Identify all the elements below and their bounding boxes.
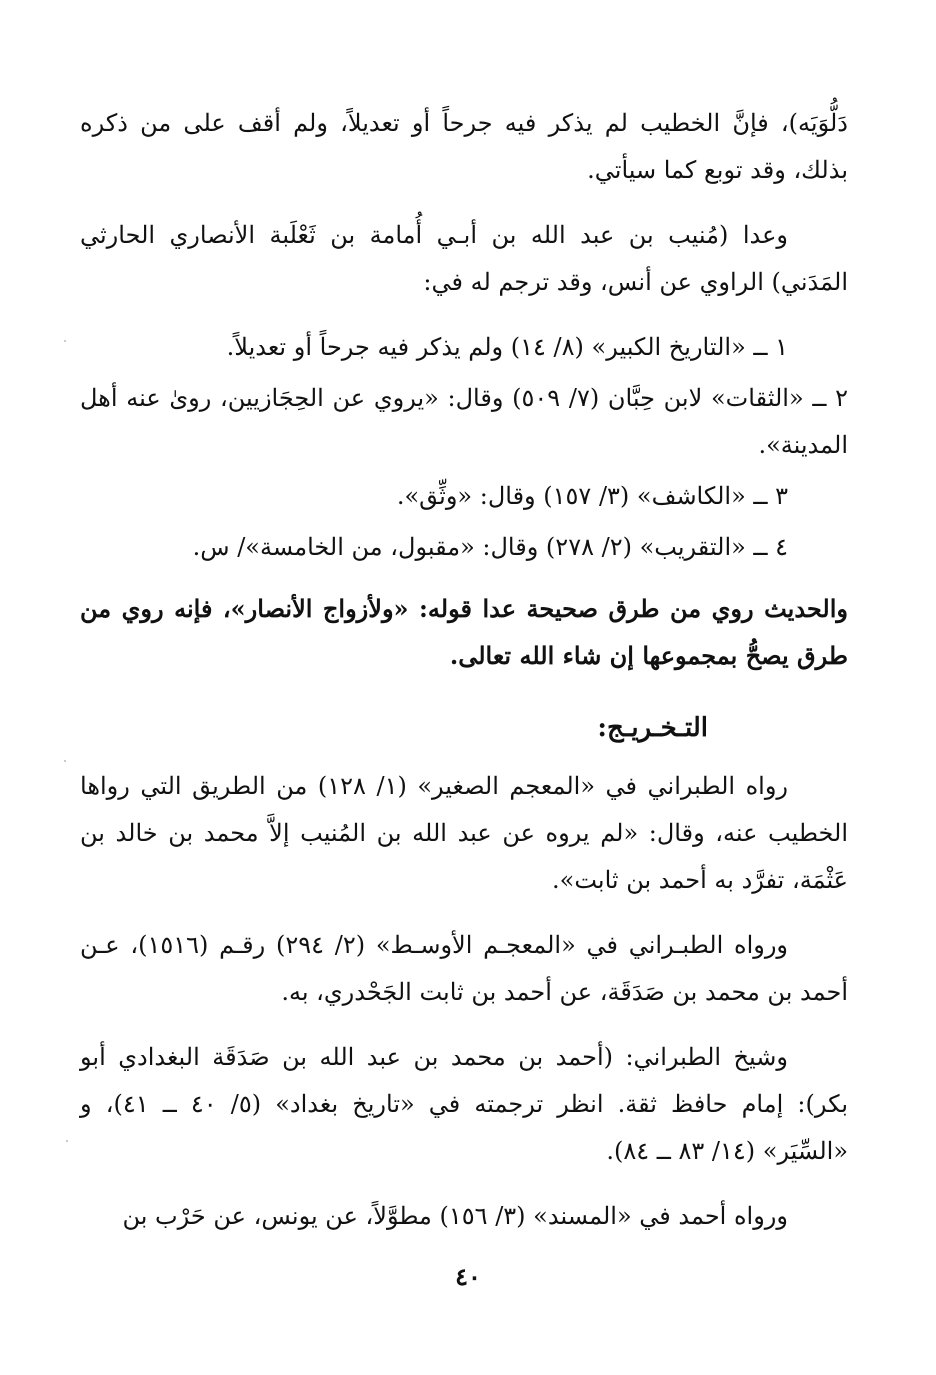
list-item: ٤ ــ «التقريب» (٢/ ٢٧٨) وقال: «مقبول، من الخامسة»/ س. bbox=[192, 533, 788, 561]
sources-list bbox=[80, 324, 848, 571]
takhrij-paragraph-3: وشيخ الطبراني: (أحمد بن محمد بن عبد الله بن صَدَقَة البغدادي أبو بكر): إمام حافظ ثقة. انظر ترجمته في «تاريخ بغداد» (٥/ ٤٠ ــ ٤١)، و «السِّيَر» (١٤/ ٨٣ ــ ٨٤). bbox=[80, 1043, 849, 1165]
scan-speck bbox=[64, 760, 66, 762]
section-heading-takhrij: التـخـريـج: bbox=[597, 713, 708, 743]
page-body bbox=[80, 100, 848, 1258]
paragraph-2: وعدا (مُنيب بن عبد الله بن أبـي أُمامة بن ثَعْلَبة الأنصاري الحارثي المَدَني) الراوي عن أنس، وقد ترجم له في: bbox=[80, 221, 848, 296]
list-item: ٣ ــ «الكاشف» (٣/ ١٥٧) وقال: «وثِّق». bbox=[396, 482, 788, 510]
page-number: ٤٠ bbox=[455, 1262, 481, 1291]
scan-speck bbox=[66, 1140, 68, 1142]
list-item: ٢ ــ «الثقات» لابن حِبَّان (٧/ ٥٠٩) وقال: «يروي عن الحِجَازيين، روىٰ عنه أهل المدينة». bbox=[80, 384, 849, 459]
list-item: ١ ــ «التاريخ الكبير» (٨/ ١٤) ولم يذكر فيه جرحاً أو تعديلاً. bbox=[226, 333, 788, 361]
takhrij-paragraph-4: ورواه أحمد في «المسند» (٣/ ١٥٦) مطوَّلاً، عن يونس، عن حَرْب بن bbox=[122, 1202, 788, 1230]
takhrij-paragraph-2: ورواه الطبـراني في «المعجـم الأوسـط» (٢/ ٢٩٤) رقـم (١٥١٦)، عـن أحمد بن محمد بن صَدَقَة، عن أحمد بن ثابت الجَحْدري، به. bbox=[80, 931, 848, 1006]
paragraph-1: دَلُّوَيَه)، فإنَّ الخطيب لم يذكر فيه جرحاً أو تعديلاً، ولم أقف على من ذكره بذلك، وقد توبع كما سيأتي. bbox=[80, 109, 848, 184]
takhrij-paragraph-1: رواه الطبراني في «المعجم الصغير» (١/ ١٢٨) من الطريق التي رواها الخطيب عنه، وقال: «لم يروه عن عبد الله بن المُنيب إلاَّ محمد بن خالد بن عَثْمَة، تفرَّد به أحمد بن ثابت». bbox=[80, 772, 848, 894]
scan-speck bbox=[64, 340, 66, 342]
conclusion-paragraph: والحديث روي من طرق صحيحة عدا قوله: «ولأزواج الأنصار»، فإنه روي من طرق يصحُّ بمجموعها إن شاء الله تعالى. bbox=[80, 594, 848, 670]
